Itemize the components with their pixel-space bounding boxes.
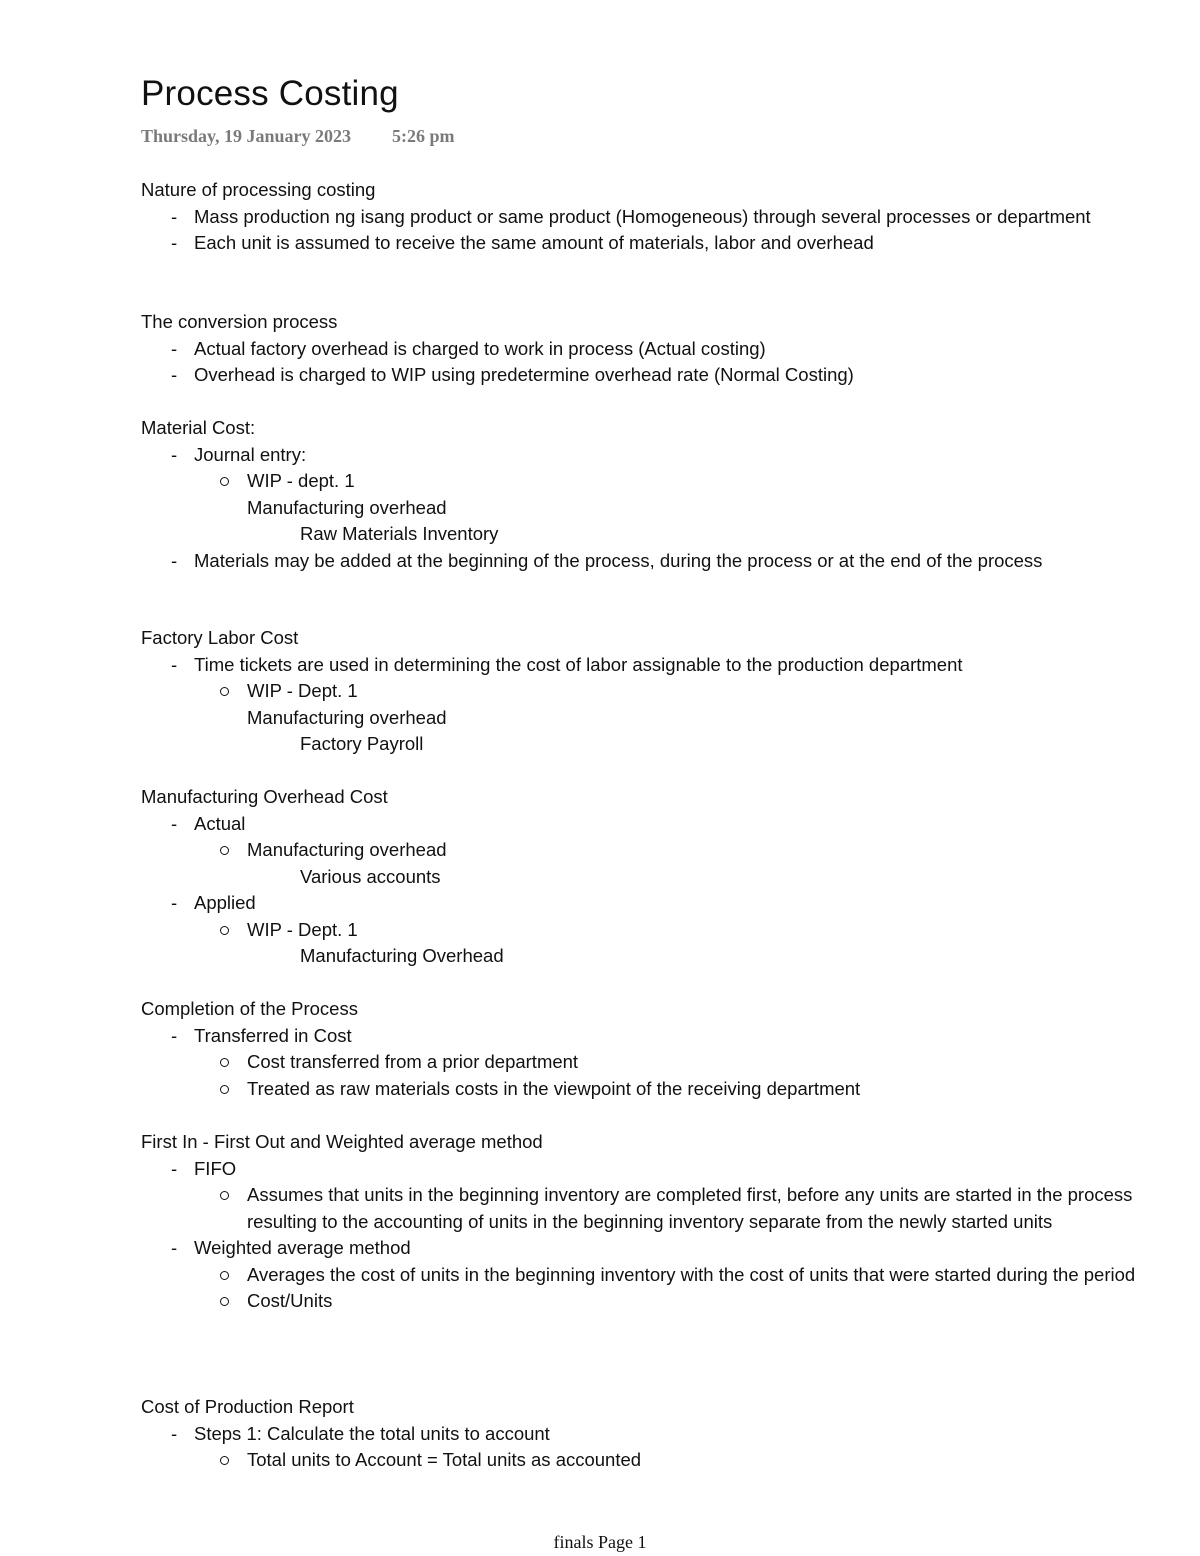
section-manufacturing-overhead: [141, 784, 1141, 970]
list-item-text: Each unit is assumed to receive the same amount of materials, labor and overhead: [194, 232, 874, 253]
list-item: [141, 1235, 1141, 1262]
sub-list-item: [141, 1288, 1141, 1315]
section-fifo-weighted: [141, 1129, 1141, 1315]
journal-credit-line: Various accounts: [300, 865, 441, 887]
sub-list-item: [141, 1262, 1200, 1289]
list-item: [141, 204, 1141, 231]
dash-bullet: -: [171, 1024, 178, 1046]
list-item-text: Weighted average method: [194, 1237, 411, 1258]
circle-bullet-icon: [220, 1456, 229, 1465]
dash-bullet: -: [171, 337, 178, 359]
circle-bullet-icon: [220, 1085, 229, 1094]
list-item-text: Journal entry:: [194, 443, 307, 465]
section-conversion: [141, 309, 1141, 389]
list-item-text: WIP - Dept. 1: [247, 680, 358, 701]
list-item-text: Manufacturing overhead: [247, 839, 447, 860]
list-item-text: Treated as raw materials costs in the viewpoint of the receiving department: [247, 1077, 861, 1099]
sub-list-item: [141, 678, 1141, 705]
dash-bullet: -: [171, 364, 178, 385]
list-item: [141, 362, 1141, 389]
list-item: [141, 1156, 1141, 1183]
section-heading: Factory Labor Cost: [141, 627, 299, 648]
section-heading: First In - First Out and Weighted average method: [141, 1131, 543, 1152]
list-item: [141, 230, 1141, 257]
section-heading: Manufacturing Overhead Cost: [141, 786, 388, 807]
list-item: [141, 1023, 1141, 1050]
circle-bullet-icon: [220, 846, 229, 855]
section-nature: [141, 177, 1141, 257]
sub-list-item: [141, 1076, 1141, 1103]
dash-bullet: -: [171, 1422, 178, 1444]
list-item-text: Steps 1: Calculate the total units to account: [194, 1422, 550, 1444]
list-item-text: Cost transferred from a prior department: [247, 1051, 579, 1072]
list-item-text: Transferred in Cost: [194, 1024, 352, 1046]
list-item: [141, 442, 1141, 469]
sub-list-item: [141, 468, 1141, 495]
journal-line: Manufacturing overhead: [247, 496, 447, 518]
journal-credit-line: Manufacturing Overhead: [300, 945, 504, 966]
list-item-text: Averages the cost of units in the beginning inventory with the cost of units that were started during the period: [247, 1263, 1136, 1285]
sub-list-item: [141, 917, 1141, 944]
section-heading: Completion of the Process: [141, 998, 358, 1019]
circle-bullet-icon: [220, 1271, 229, 1280]
list-item-text: Actual: [194, 812, 246, 834]
list-item: [141, 811, 1141, 838]
section-heading: The conversion process: [141, 311, 338, 332]
list-item-text: Materials may be added at the beginning of the process, during the process or at the end of the process: [194, 549, 1043, 571]
circle-bullet-icon: [220, 687, 229, 696]
section-factory-labor: [141, 625, 1141, 758]
section-completion: [141, 996, 1141, 1102]
page-time: 5:26 pm: [392, 126, 455, 146]
section-heading: Nature of processing costing: [141, 179, 376, 200]
journal-line: Manufacturing overhead: [247, 706, 447, 728]
list-item-text: Applied: [194, 892, 256, 913]
list-item-text: Time tickets are used in determining the cost of labor assignable to the production department: [194, 653, 963, 675]
circle-bullet-icon: [220, 1058, 229, 1067]
list-item-text: WIP - dept. 1: [247, 470, 355, 491]
section-cost-production-report: [141, 1394, 1141, 1474]
list-item-text: Actual factory overhead is charged to work in process (Actual costing): [194, 337, 766, 359]
section-material-cost: [141, 415, 1141, 574]
list-item: [141, 336, 1141, 363]
sub-list-item: [141, 1447, 1141, 1474]
list-item-text: Overhead is charged to WIP using predetermine overhead rate (Normal Costing): [194, 364, 854, 385]
section-heading: Material Cost:: [141, 417, 256, 438]
dash-bullet: -: [171, 1157, 178, 1179]
circle-bullet-icon: [220, 1297, 229, 1306]
list-item-text: WIP - Dept. 1: [247, 918, 358, 940]
journal-credit-line: Factory Payroll: [300, 733, 424, 754]
page-date: Thursday, 19 January 2023: [141, 126, 352, 146]
sub-list-item: [141, 1049, 1141, 1076]
circle-bullet-icon: [220, 1191, 229, 1200]
dash-bullet: -: [171, 205, 178, 227]
dash-bullet: -: [171, 443, 178, 465]
section-heading: Cost of Production Report: [141, 1396, 354, 1417]
dash-bullet: -: [171, 1237, 178, 1258]
list-item: [141, 652, 1141, 679]
dash-bullet: -: [171, 812, 178, 834]
dash-bullet: -: [171, 653, 178, 675]
sub-list-item: [141, 1182, 1147, 1235]
list-item-text: FIFO: [194, 1157, 237, 1179]
circle-bullet-icon: [220, 477, 229, 486]
list-item: [141, 1421, 1141, 1448]
sub-list-item: [141, 837, 1141, 864]
list-item: [141, 548, 1141, 575]
journal-credit-line: Raw Materials Inventory: [300, 523, 499, 544]
list-item-text: Cost/Units: [247, 1290, 333, 1311]
dash-bullet: -: [171, 232, 178, 253]
circle-bullet-icon: [220, 926, 229, 935]
dash-bullet: -: [171, 549, 178, 571]
list-item-text: Total units to Account = Total units as accounted: [247, 1449, 642, 1470]
page-footer: finals Page 1: [553, 1532, 647, 1552]
list-item-text: Mass production ng isang product or same product (Homogeneous) through several processes or department: [194, 205, 1091, 227]
list-item: [141, 890, 1141, 917]
dash-bullet: -: [171, 892, 178, 913]
page-title: Process Costing: [141, 74, 399, 113]
list-item-text: Assumes that units in the beginning inventory are completed first, before any units are started in the process resulting to the accounting of units in the beginning inventory separate from the newly started units: [247, 1184, 1133, 1232]
